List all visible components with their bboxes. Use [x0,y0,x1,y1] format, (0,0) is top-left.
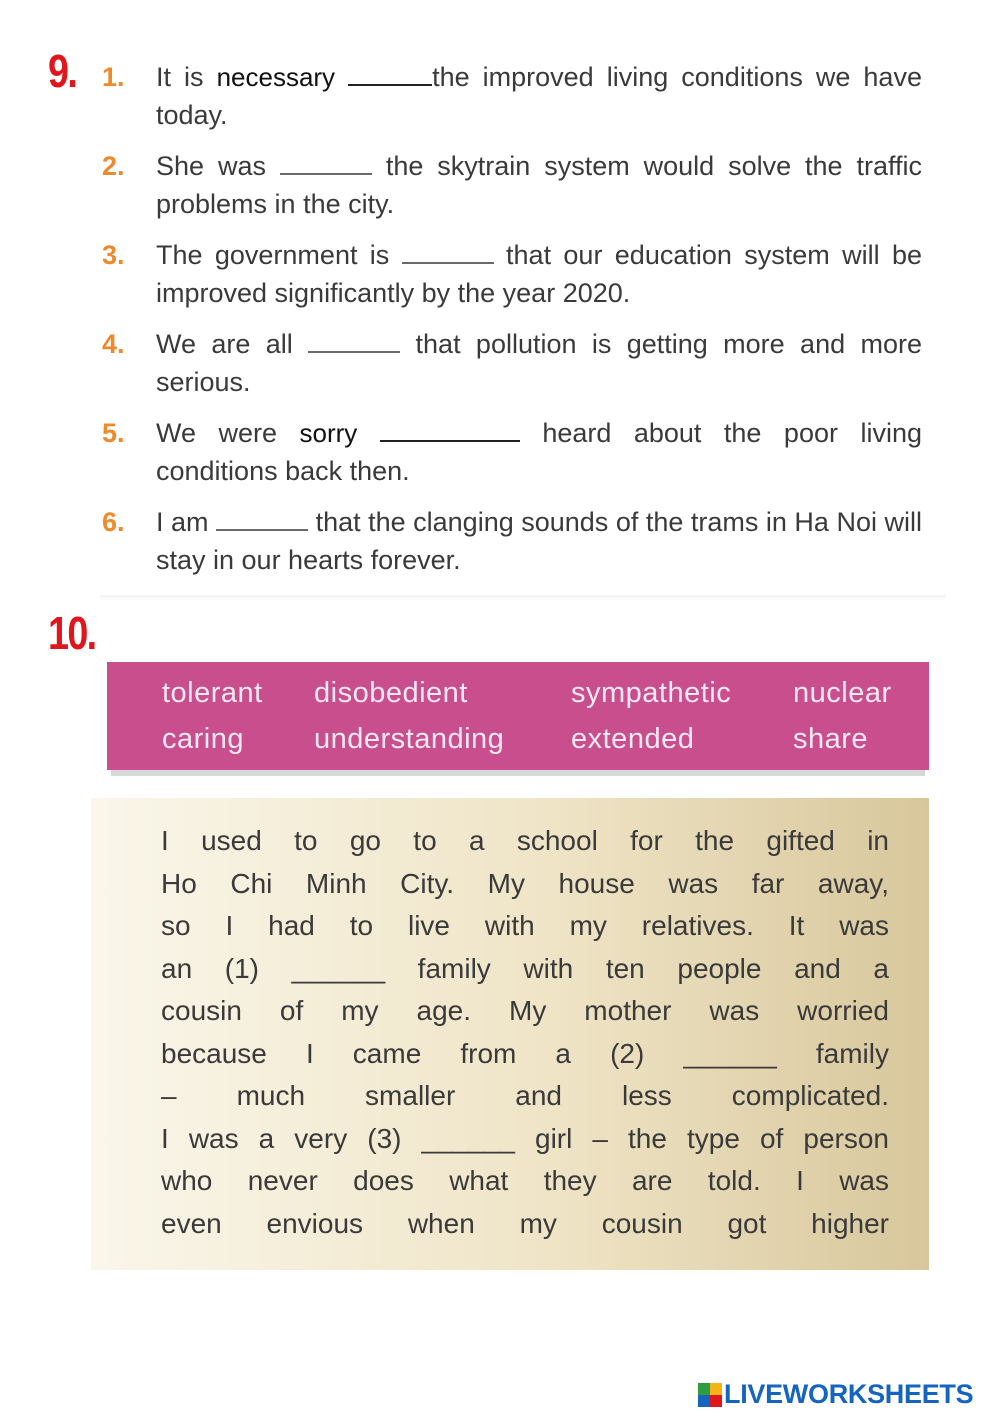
question-number: 6. [102,507,125,537]
question-number: 1. [102,62,125,92]
question-before: I am [156,507,209,537]
word-option: understanding [314,723,505,755]
answer-blank[interactable] [280,151,372,175]
passage-line: – much smaller and less complicated. [161,1080,889,1111]
question-before: She was [156,151,266,181]
question-before: We are all [156,329,293,359]
reading-passage-box [91,798,929,1270]
passage-line: who never does what they are told. I was [161,1165,889,1196]
question-before: We were [156,418,278,448]
answer-blank[interactable] [402,240,494,264]
exercise-9-number: 9. [48,45,77,97]
brand-name: LIVEWORKSHEETS [724,1379,974,1409]
question-item [102,147,922,223]
question-number: 4. [102,329,125,359]
word-option: tolerant [162,677,263,709]
question-item [102,236,922,312]
question-after: heard about the poor living conditions back then. [156,418,922,486]
passage-line: even envious when my cousin got higher [161,1207,889,1239]
question-text [156,236,922,312]
word-option: caring [162,723,244,755]
question-after: that the clanging sounds of the trams in Ha Noi will stay in our hearts forever. [156,507,922,575]
word-option: sympathetic [571,677,732,709]
passage-line: an (1) ______ family with ten people and a [161,952,889,984]
passage-line: I used to go to a school for the gifted in [161,825,889,856]
word-option: share [793,723,869,755]
answer-blank[interactable] [216,507,308,531]
answer-text[interactable]: sorry [299,418,358,448]
reading-passage [161,820,889,1245]
question-item [102,325,922,401]
passage-line: so I had to live with my relatives. It was [161,910,889,941]
question-text [156,147,922,223]
question-text [156,414,922,490]
word-option: disobedient [314,677,468,709]
question-number: 3. [102,240,125,270]
question-item [102,414,922,490]
answer-text[interactable]: necessary [216,62,336,92]
question-after: the skytrain system would solve the traffic problems in the city. [156,151,922,219]
section-divider [100,595,945,601]
question-item [102,503,922,579]
question-before: The government is [156,240,390,270]
word-option: extended [571,723,695,755]
word-option: nuclear [793,677,892,709]
answer-blank[interactable] [348,62,432,86]
liveworksheets-logo [698,1379,973,1410]
question-after: that pollution is getting more and more serious. [156,329,922,397]
question-text [156,58,922,134]
answer-blank[interactable] [380,418,520,442]
question-text [156,503,922,579]
passage-line: cousin of my age. My mother was worried [161,995,889,1026]
question-text [156,325,922,401]
passage-line: because I came from a (2) ______ family [161,1037,889,1069]
question-after: that our education system will be improved significantly by the year 2020. [156,240,922,308]
passage-line: I was a very (3) ______ girl – the type of person [161,1122,889,1154]
exercise-9-questions [102,58,922,592]
question-number: 5. [102,418,125,448]
answer-blank[interactable] [308,329,400,353]
exercise-10-number: 10. [48,607,96,659]
question-number: 2. [102,151,125,181]
question-item [102,58,922,134]
word-box [107,662,929,770]
question-after: the improved living conditions we have today. [156,62,922,130]
liveworksheets-logo-icon [698,1383,722,1407]
passage-line: Ho Chi Minh City. My house was far away, [161,867,889,899]
question-before: It is [156,62,204,92]
